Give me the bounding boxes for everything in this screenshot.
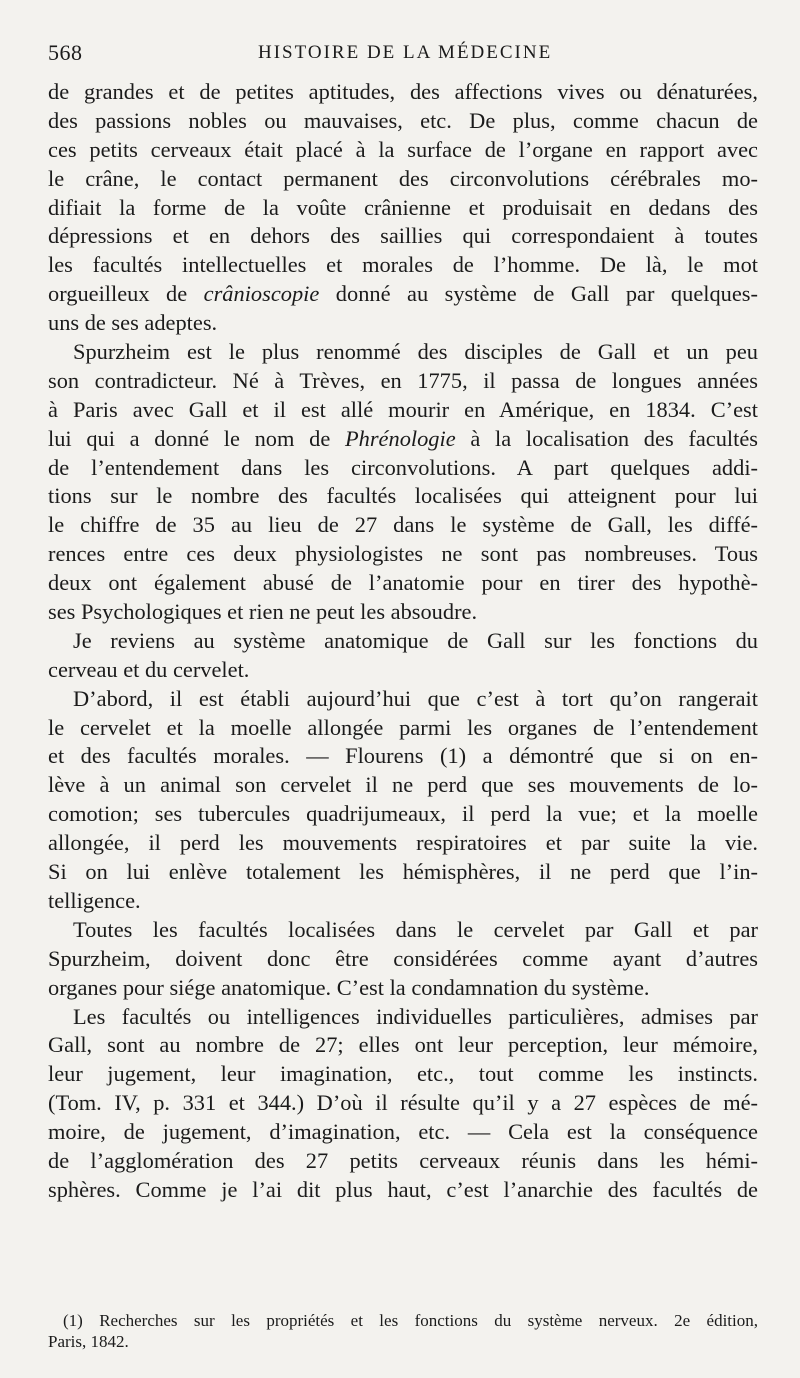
- text-line: des passions nobles ou mauvaises, etc. De plus, comme chacun de: [48, 107, 758, 133]
- paragraph-start: Toutes les facultés localisées dans le cervelet par Gall et par: [73, 916, 758, 942]
- text-line: lève à un animal son cervelet il ne perd que ses mouvements de lo-: [48, 772, 758, 798]
- text-segment: à la localisation des facultés: [455, 425, 758, 451]
- text-line: dépressions et en dehors des saillies qui correspondaient à toutes: [48, 223, 758, 249]
- text-line: Gall, sont au nombre de 27; elles ont leur perception, leur mémoire,: [48, 1032, 758, 1058]
- text-segment: lui qui a donné le nom de: [48, 425, 345, 451]
- text-line: ces petits cerveaux était placé à la surface de l’organe en rapport avec: [48, 136, 758, 162]
- text-line: de grandes et de petites aptitudes, des affections vives ou dénaturées,: [48, 79, 758, 104]
- text-line: telligence.: [48, 887, 141, 913]
- page-header: [48, 40, 758, 70]
- text-line: [48, 280, 758, 309]
- text-line: organes pour siége anatomique. C’est la condamnation du système.: [48, 974, 650, 1000]
- running-title: HISTOIRE DE LA MÉDECINE: [258, 42, 553, 63]
- text-line: et des facultés morales. — Flourens (1) a démontré que si on en-: [48, 743, 758, 769]
- footnote: [48, 1310, 758, 1352]
- text-line: sphères. Comme je l’ai dit plus haut, c’est l’anarchie des facultés de: [48, 1176, 758, 1202]
- text-line: tions sur le nombre des facultés localisées qui atteignent pour lui: [48, 483, 758, 509]
- paragraph-start: D’abord, il est établi aujourd’hui que c’est à tort qu’on rangerait: [73, 685, 758, 711]
- text-segment: donné au système de Gall par quelques-: [319, 281, 758, 307]
- text-line: Si on lui enlève totalement les hémisphères, il ne perd que l’in-: [48, 859, 758, 885]
- paragraph-start: Les facultés ou intelligences individuelles particulières, admises par: [73, 1003, 758, 1029]
- paragraph-start: Spurzheim est le plus renommé des disciples de Gall et un peu: [73, 339, 758, 365]
- text-line: le cervelet et la moelle allongée parmi les organes de l’entendement: [48, 714, 758, 740]
- text-line: deux ont également abusé de l’anatomie pour en tirer des hypothè-: [48, 570, 758, 596]
- text-line: moire, de jugement, d’imagination, etc. — Cela est la conséquence: [48, 1119, 758, 1145]
- text-line: difiait la forme de la voûte crânienne et produisait en dedans des: [48, 194, 758, 220]
- italic-term: crânioscopie: [203, 281, 320, 307]
- text-line: uns de ses adeptes.: [48, 310, 218, 336]
- text-line: Spurzheim, doivent donc être considérées comme ayant d’autres: [48, 945, 758, 971]
- text-line: leur jugement, leur imagination, etc., tout comme les instincts.: [48, 1061, 758, 1087]
- page-number: 568: [48, 40, 83, 65]
- text-line: à Paris avec Gall et il est allé mourir en Amérique, en 1834. C’est: [48, 396, 758, 422]
- footnote-line: Paris, 1842.: [48, 1332, 129, 1351]
- text-line: comotion; ses tubercules quadrijumeaux, il perd la vue; et la moelle: [48, 801, 758, 827]
- footnote-line: (1) Recherches sur les propriétés et les fonctions du système nerveux. 2e édition,: [63, 1311, 758, 1330]
- text-line: ses Psychologiques et rien ne peut les absoudre.: [48, 599, 478, 625]
- text-line: le crâne, le contact permanent des circonvolutions cérébrales mo-: [48, 165, 758, 191]
- text-line: cerveau et du cervelet.: [48, 656, 250, 682]
- text-line: son contradicteur. Né à Trèves, en 1775, il passa de longues années: [48, 367, 758, 393]
- italic-term: Phrénologie: [344, 425, 456, 451]
- text-line: le chiffre de 35 au lieu de 27 dans le système de Gall, les diffé-: [48, 512, 758, 538]
- text-line: de l’entendement dans les circonvolutions. A part quelques addi-: [48, 454, 758, 480]
- text-line: (Tom. IV, p. 331 et 344.) D’où il résulte qu’il y a 27 espèces de mé-: [48, 1090, 758, 1116]
- text-segment: orgueilleux de: [48, 281, 204, 307]
- text-line: rences entre ces deux physiologistes ne sont pas nombreuses. Tous: [48, 541, 758, 567]
- text-line: [48, 425, 758, 454]
- text-line: allongée, il perd les mouvements respiratoires et par suite la vie.: [48, 830, 758, 856]
- text-line: les facultés intellectuelles et morales de l’homme. De là, le mot: [48, 252, 758, 278]
- text-line: de l’agglomération des 27 petits cerveaux réunis dans les hémi-: [48, 1147, 758, 1173]
- paragraph-start: Je reviens au système anatomique de Gall sur les fonctions du: [73, 627, 758, 653]
- body-text: [48, 78, 758, 1205]
